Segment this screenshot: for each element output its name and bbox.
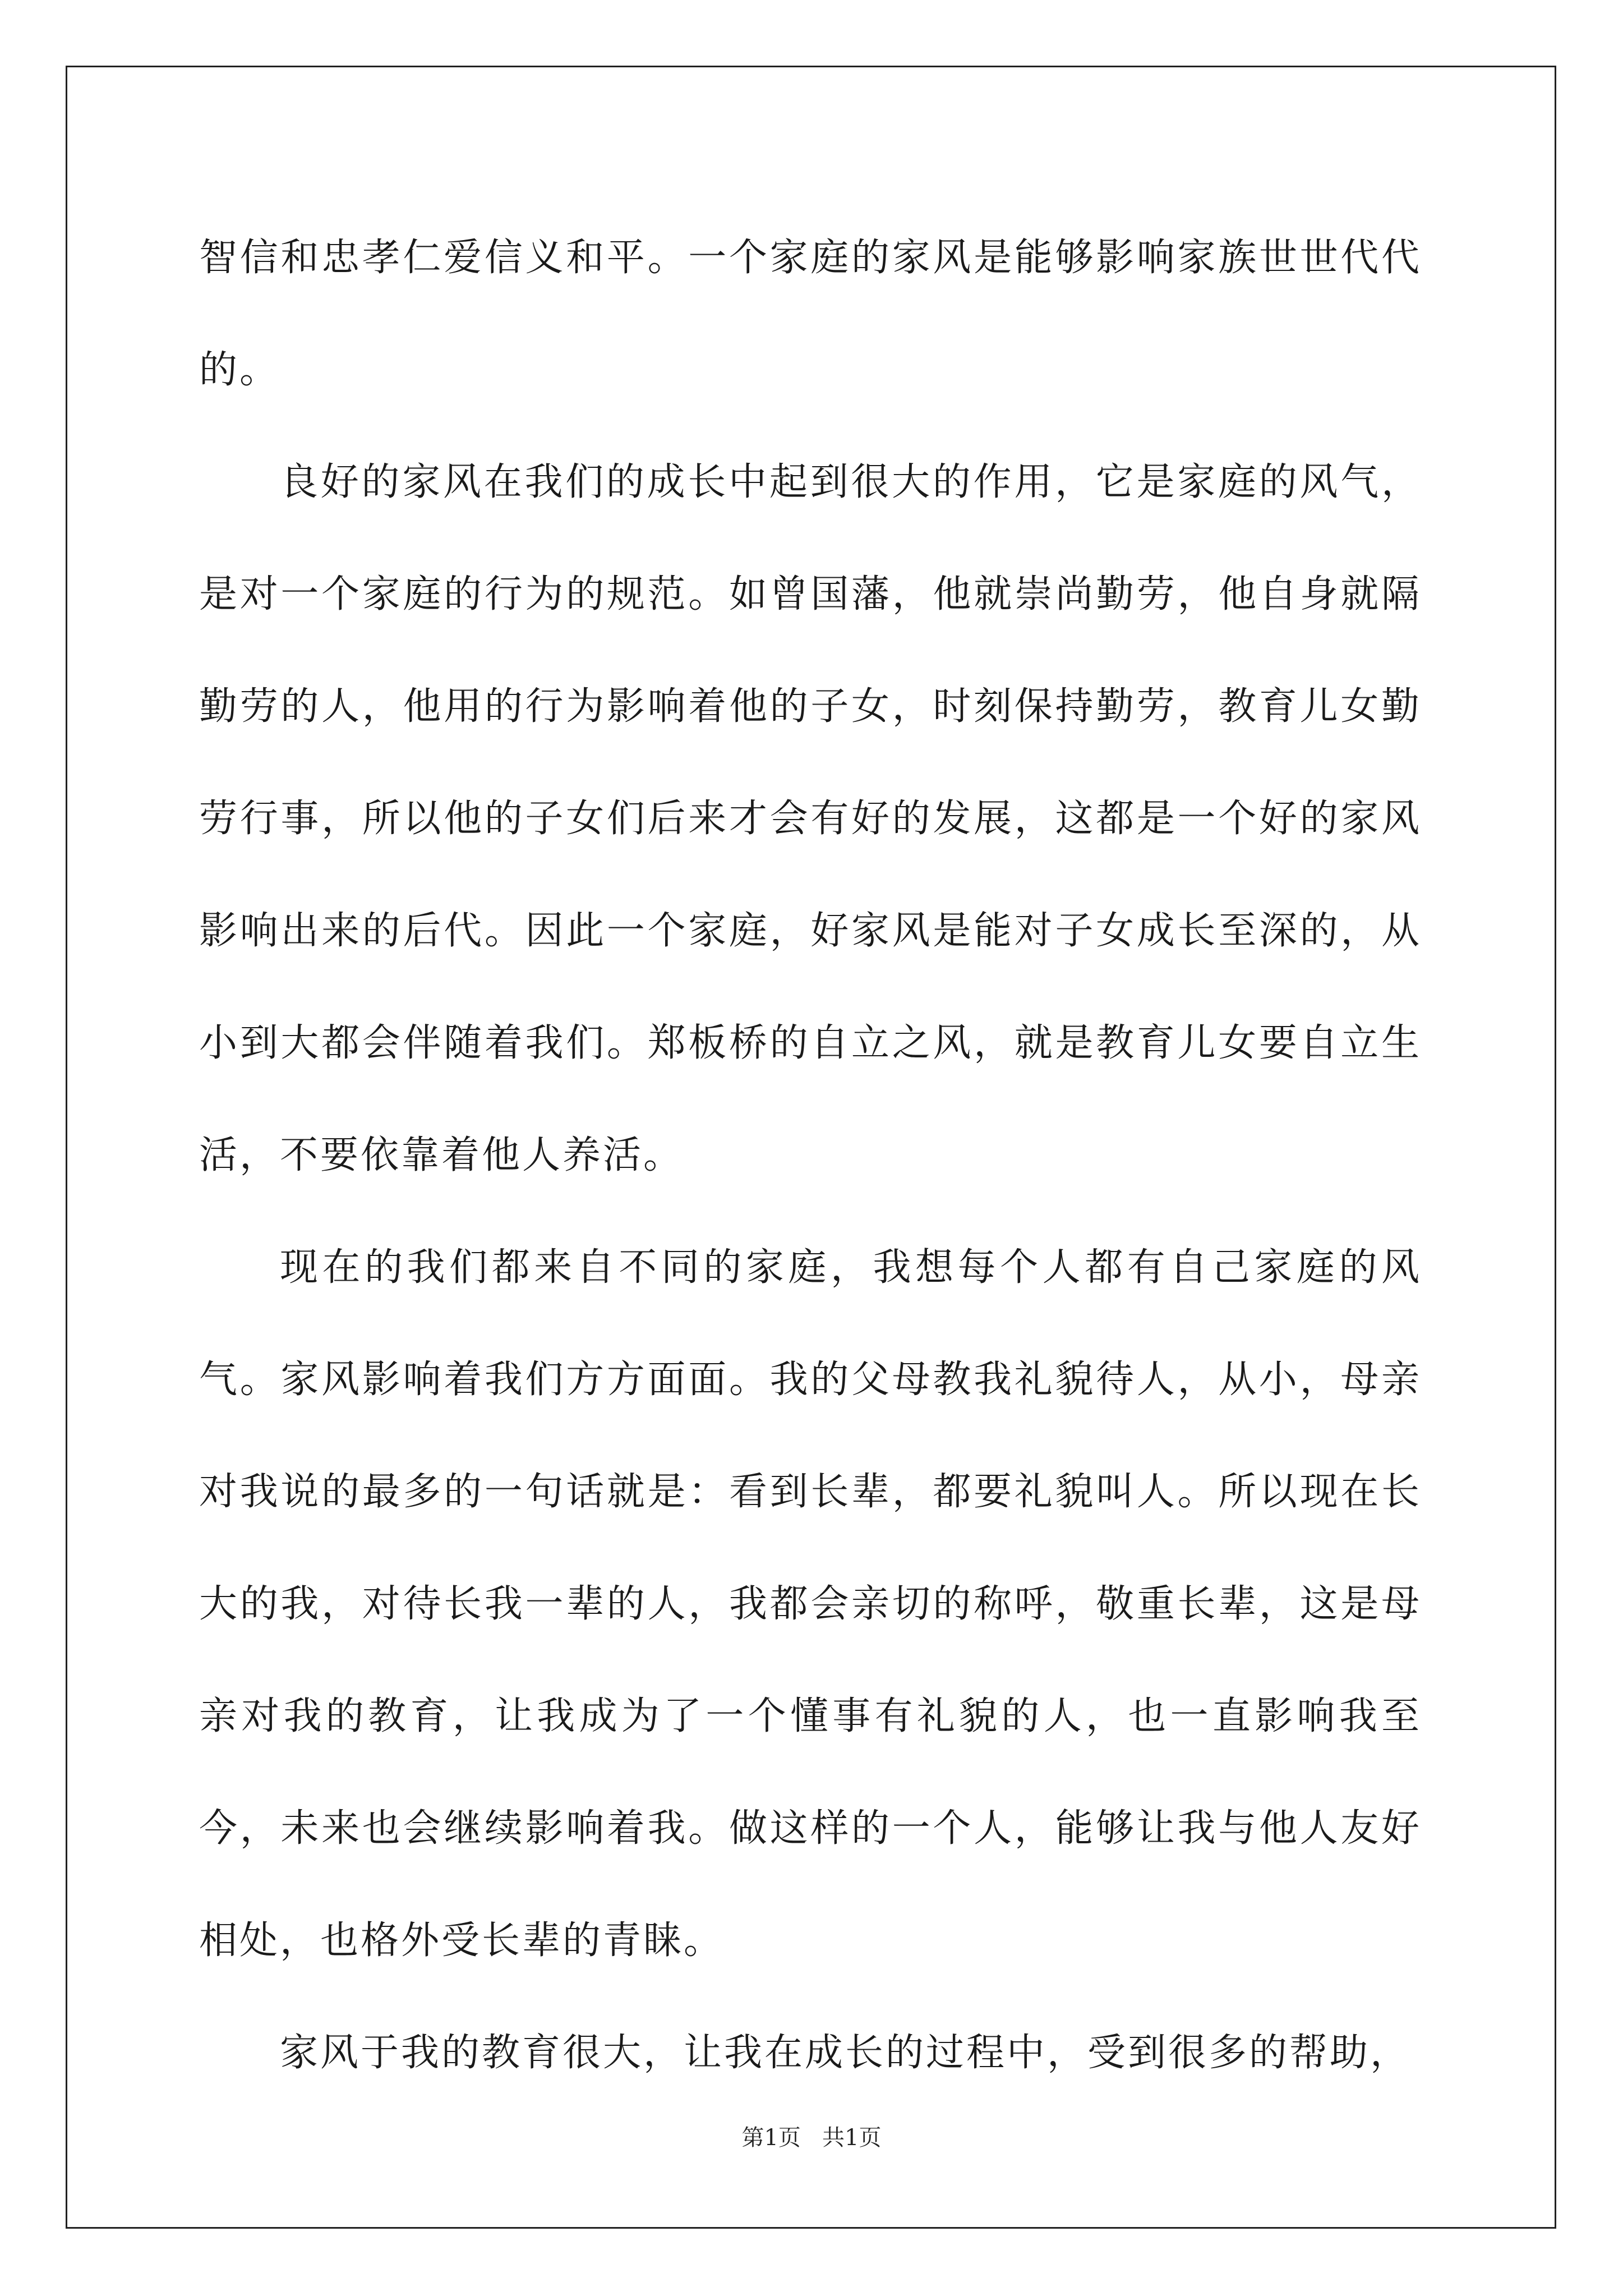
paragraph-2: 良好的家风在我们的成长中起到很大的作用，它是家庭的风气，是对一个家庭的行为的规范。如曾国藩，他就崇尚勤劳，他自身就隔勤劳的人，他用的行为影响着他的子女，时刻保持勤劳，教育儿女勤劳行事，所以他的子女们后来才会有好的发展，这都是一个好的家风影响出来的后代。因此一个家庭，好家风是能对子女成长至深的，从小到大都会伴随着我们。郑板桥的自立之风，就是教育儿女要自立生活，不要依靠着他人养活。 (199, 460, 1422, 1177)
paragraph-1: 智信和忠孝仁爱信义和平。一个家庭的家风是能够影响家族世世代代的。 (199, 236, 1422, 392)
document-body (199, 202, 1422, 2109)
paragraph-4: 家风于我的教育很大，让我在成长的过程中，受到很多的帮助， (280, 2031, 1411, 2075)
page-footer (0, 2124, 1623, 2152)
paragraph-3: 现在的我们都来自不同的家庭，我想每个人都有自己家庭的风气。家风影响着我们方方面面。我的父母教我礼貌待人，从小，母亲对我说的最多的一句话就是：看到长辈，都要礼貌叫人。所以现在长大的我，对待长我一辈的人，我都会亲切的称呼，敬重长辈，这是母亲对我的教育，让我成为了一个懂事有礼貌的人，也一直影响我至今，未来也会继续影响着我。做这样的一个人，能够让我与他人友好相处，也格外受长辈的青睐。 (199, 1245, 1422, 1963)
page-number-label: 第1页 共1页 (741, 2125, 882, 2151)
